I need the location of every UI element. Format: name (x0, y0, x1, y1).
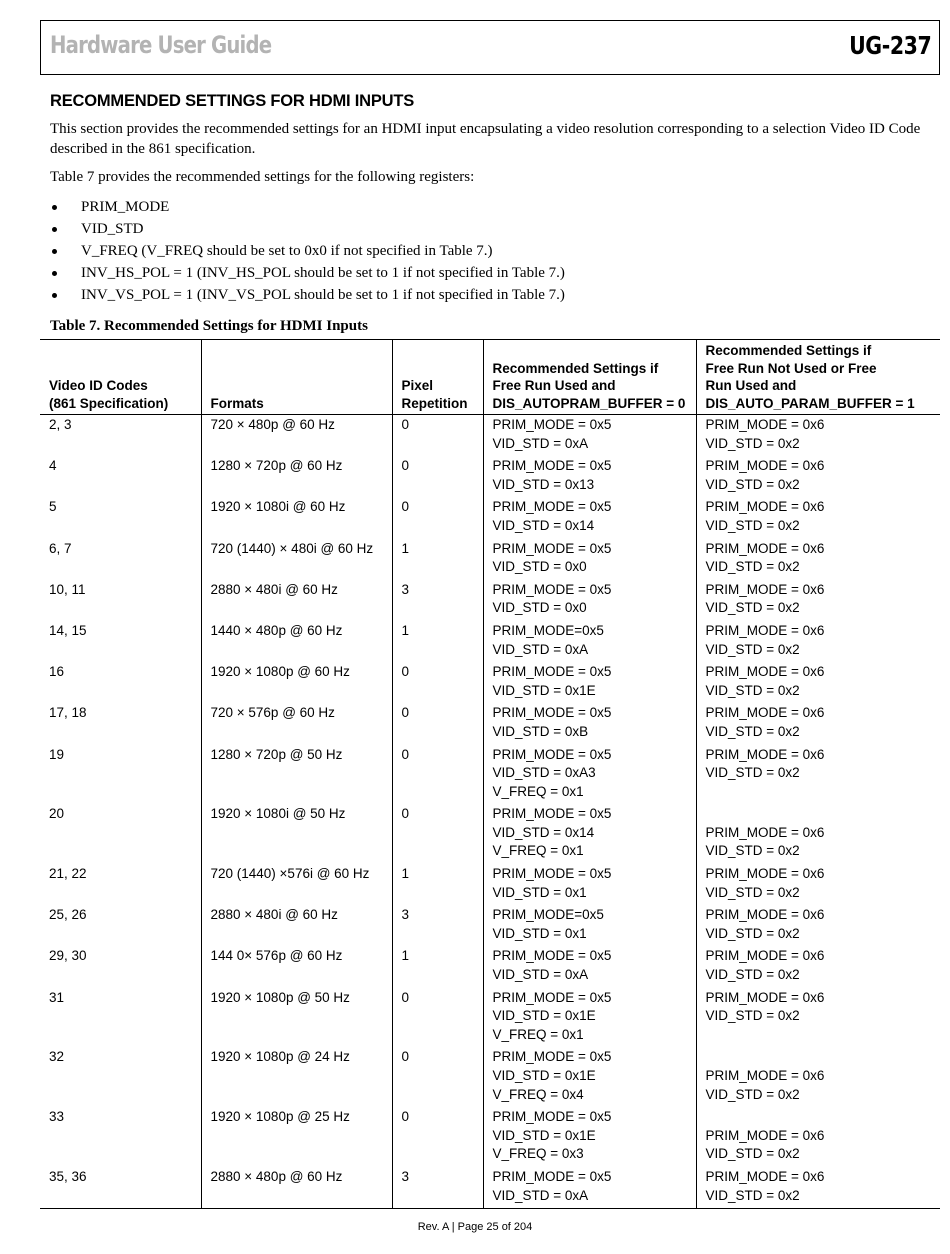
table-header-row (40, 340, 940, 415)
cell-pixel-repetition: 3 (392, 1167, 483, 1209)
page-header (40, 20, 940, 75)
cell-settings-free-run-used: PRIM_MODE = 0x5 VID_STD = 0xA3 V_FREQ = 0x1 (483, 745, 696, 805)
cell-video-id-codes: 25, 26 (49, 907, 87, 923)
cell-settings-free-run-not-used: PRIM_MODE = 0x6 VID_STD = 0x2 (696, 621, 940, 662)
cell-settings-free-run-used: PRIM_MODE = 0x5 VID_STD = 0x1E V_FREQ = 0x4 (483, 1047, 696, 1107)
page-footer: Rev. A | Page 25 of 204 (417, 1221, 533, 1233)
cell-format: 144 0× 576p @ 60 Hz (201, 946, 392, 987)
document-id: UG-237 (848, 31, 931, 60)
table-caption: Table 7. Recommended Settings for HDMI Inputs (50, 318, 368, 334)
table-row (40, 988, 940, 1048)
cell-settings-free-run-not-used: PRIM_MODE = 0x6 VID_STD = 0x2 (696, 1167, 940, 1209)
cell-settings-free-run-used: PRIM_MODE = 0x5 VID_STD = 0x14 (483, 497, 696, 538)
cell-format: 1280 × 720p @ 50 Hz (201, 745, 392, 805)
cell-format: 1920 × 1080i @ 50 Hz (201, 804, 392, 864)
cell-pixel-repetition: 1 (392, 864, 483, 905)
cell-format: 1920 × 1080i @ 60 Hz (201, 497, 392, 538)
cell-settings-free-run-used: PRIM_MODE = 0x5 VID_STD = 0xA (483, 946, 696, 987)
table-row (40, 456, 940, 497)
cell-pixel-repetition: 3 (392, 905, 483, 946)
table-row (40, 804, 940, 864)
cell-pixel-repetition: 0 (392, 415, 483, 457)
cell-settings-free-run-not-used: PRIM_MODE = 0x6 VID_STD = 0x2 (696, 905, 940, 946)
cell-video-id-codes: 6, 7 (49, 540, 72, 556)
cell-settings-free-run-not-used: PRIM_MODE = 0x6 VID_STD = 0x2 (696, 1107, 940, 1167)
list-item: VID_STD (50, 218, 565, 240)
cell-format: 720 × 576p @ 60 Hz (201, 703, 392, 744)
table-row (40, 497, 940, 538)
cell-video-id-codes: 33 (49, 1109, 65, 1125)
cell-pixel-repetition: 0 (392, 988, 483, 1048)
cell-settings-free-run-not-used: PRIM_MODE = 0x6 VID_STD = 0x2 (696, 864, 940, 905)
cell-pixel-repetition: 0 (392, 1107, 483, 1167)
cell-settings-free-run-used: PRIM_MODE = 0x5 VID_STD = 0x0 (483, 539, 696, 580)
cell-video-id-codes: 14, 15 (49, 622, 87, 638)
cell-settings-free-run-used: PRIM_MODE = 0x5 VID_STD = 0xA (483, 415, 696, 457)
cell-settings-free-run-used: PRIM_MODE = 0x5 VID_STD = 0x1 (483, 864, 696, 905)
cell-format: 1920 × 1080p @ 25 Hz (201, 1107, 392, 1167)
table-row (40, 703, 940, 744)
list-item: V_FREQ (V_FREQ should be set to 0x0 if not specified in Table 7.) (50, 240, 565, 262)
table-row (40, 745, 940, 805)
header-settings-free-run-used: Recommended Settings if Free Run Used and DIS_AUTOPRAM_BUFFER = 0 (483, 340, 696, 415)
table-row (40, 905, 940, 946)
header-formats: Formats (201, 340, 392, 415)
cell-settings-free-run-not-used: PRIM_MODE = 0x6 VID_STD = 0x2 (696, 580, 940, 621)
cell-settings-free-run-not-used: PRIM_MODE = 0x6 VID_STD = 0x2 (696, 662, 940, 703)
cell-pixel-repetition: 1 (392, 946, 483, 987)
cell-video-id-codes: 17, 18 (49, 705, 87, 721)
cell-settings-free-run-not-used: PRIM_MODE = 0x6 VID_STD = 0x2 (696, 703, 940, 744)
cell-pixel-repetition: 0 (392, 745, 483, 805)
table-row (40, 1167, 940, 1209)
cell-settings-free-run-not-used: PRIM_MODE = 0x6 VID_STD = 0x2 (696, 988, 940, 1048)
cell-video-id-codes: 29, 30 (49, 948, 87, 964)
cell-video-id-codes: 19 (49, 746, 65, 762)
cell-settings-free-run-used: PRIM_MODE = 0x5 VID_STD = 0xB (483, 703, 696, 744)
table-row (40, 1107, 940, 1167)
cell-settings-free-run-used: PRIM_MODE=0x5 VID_STD = 0x1 (483, 905, 696, 946)
cell-format: 1920 × 1080p @ 24 Hz (201, 1047, 392, 1107)
cell-video-id-codes: 16 (49, 664, 65, 680)
guide-title: Hardware User Guide (50, 31, 272, 59)
table-row (40, 415, 940, 457)
cell-settings-free-run-used: PRIM_MODE = 0x5 VID_STD = 0x1E (483, 662, 696, 703)
cell-pixel-repetition: 0 (392, 1047, 483, 1107)
cell-pixel-repetition: 3 (392, 580, 483, 621)
cell-settings-free-run-used: PRIM_MODE = 0x5 VID_STD = 0x1E V_FREQ = 0x3 (483, 1107, 696, 1167)
table-row (40, 1047, 940, 1107)
cell-video-id-codes: 32 (49, 1049, 65, 1065)
table-row (40, 621, 940, 662)
cell-settings-free-run-not-used: PRIM_MODE = 0x6 VID_STD = 0x2 (696, 497, 940, 538)
intro-paragraph: This section provides the recommended settings for an HDMI input encapsulating a video resolution corresponding to a selection Video ID Code described in the 861 specification. (50, 121, 921, 157)
table-reference-paragraph: Table 7 provides the recommended settings for the following registers: (50, 169, 475, 185)
cell-settings-free-run-not-used: PRIM_MODE = 0x6 VID_STD = 0x2 (696, 539, 940, 580)
cell-settings-free-run-used: PRIM_MODE = 0x5 VID_STD = 0x1E V_FREQ = 0x1 (483, 988, 696, 1048)
header-video-id-codes: Video ID Codes (861 Specification) (40, 340, 201, 415)
cell-video-id-codes: 31 (49, 989, 65, 1005)
table-row (40, 580, 940, 621)
cell-format: 2880 × 480i @ 60 Hz (201, 580, 392, 621)
cell-settings-free-run-not-used: PRIM_MODE = 0x6 VID_STD = 0x2 (696, 456, 940, 497)
cell-settings-free-run-not-used: PRIM_MODE = 0x6 VID_STD = 0x2 (696, 804, 940, 864)
cell-pixel-repetition: 0 (392, 804, 483, 864)
section-title: RECOMMENDED SETTINGS FOR HDMI INPUTS (50, 92, 415, 110)
table-row (40, 539, 940, 580)
cell-format: 720 (1440) × 480i @ 60 Hz (201, 539, 392, 580)
header-settings-free-run-not-used: Recommended Settings if Free Run Not Used or Free Run Used and DIS_AUTO_PARAM_BUFFER = 1 (696, 340, 940, 415)
cell-settings-free-run-not-used: PRIM_MODE = 0x6 VID_STD = 0x2 (696, 946, 940, 987)
cell-video-id-codes: 10, 11 (49, 581, 86, 597)
cell-format: 1920 × 1080p @ 60 Hz (201, 662, 392, 703)
cell-format: 720 (1440) ×576i @ 60 Hz (201, 864, 392, 905)
cell-pixel-repetition: 1 (392, 539, 483, 580)
cell-settings-free-run-used: PRIM_MODE = 0x5 VID_STD = 0x14 V_FREQ = 0x1 (483, 804, 696, 864)
list-item: INV_VS_POL = 1 (INV_VS_POL should be set to 1 if not specified in Table 7.) (50, 284, 565, 306)
cell-format: 1280 × 720p @ 60 Hz (201, 456, 392, 497)
cell-pixel-repetition: 0 (392, 662, 483, 703)
cell-video-id-codes: 35, 36 (40, 1167, 201, 1209)
cell-settings-free-run-used: PRIM_MODE = 0x5 VID_STD = 0x13 (483, 456, 696, 497)
cell-pixel-repetition: 0 (392, 456, 483, 497)
cell-format: 2880 × 480i @ 60 Hz (201, 905, 392, 946)
cell-pixel-repetition: 1 (392, 621, 483, 662)
cell-video-id-codes: 2, 3 (49, 417, 72, 432)
cell-settings-free-run-not-used: PRIM_MODE = 0x6 VID_STD = 0x2 (696, 1047, 940, 1107)
cell-pixel-repetition: 0 (392, 497, 483, 538)
cell-format: 2880 × 480p @ 60 Hz (201, 1167, 392, 1209)
list-item: INV_HS_POL = 1 (INV_HS_POL should be set to 1 if not specified in Table 7.) (50, 262, 565, 284)
table-row (40, 946, 940, 987)
cell-video-id-codes: 20 (49, 806, 65, 822)
register-list (50, 196, 565, 306)
cell-settings-free-run-used: PRIM_MODE = 0x5 VID_STD = 0x0 (483, 580, 696, 621)
cell-format: 720 × 480p @ 60 Hz (201, 415, 392, 457)
cell-format: 1440 × 480p @ 60 Hz (201, 621, 392, 662)
table-row (40, 864, 940, 905)
cell-format: 1920 × 1080p @ 50 Hz (201, 988, 392, 1048)
cell-settings-free-run-used: PRIM_MODE = 0x5 VID_STD = 0xA (483, 1167, 696, 1209)
cell-video-id-codes: 21, 22 (49, 866, 87, 882)
recommended-settings-table (40, 339, 940, 1209)
cell-video-id-codes: 4 (49, 458, 57, 474)
cell-settings-free-run-used: PRIM_MODE=0x5 VID_STD = 0xA (483, 621, 696, 662)
table-row (40, 662, 940, 703)
cell-video-id-codes: 5 (49, 499, 57, 515)
cell-settings-free-run-not-used: PRIM_MODE = 0x6 VID_STD = 0x2 (696, 415, 940, 457)
list-item: PRIM_MODE (50, 196, 565, 218)
cell-settings-free-run-not-used: PRIM_MODE = 0x6 VID_STD = 0x2 (696, 745, 940, 805)
header-pixel-repetition: Pixel Repetition (392, 340, 483, 415)
cell-pixel-repetition: 0 (392, 703, 483, 744)
